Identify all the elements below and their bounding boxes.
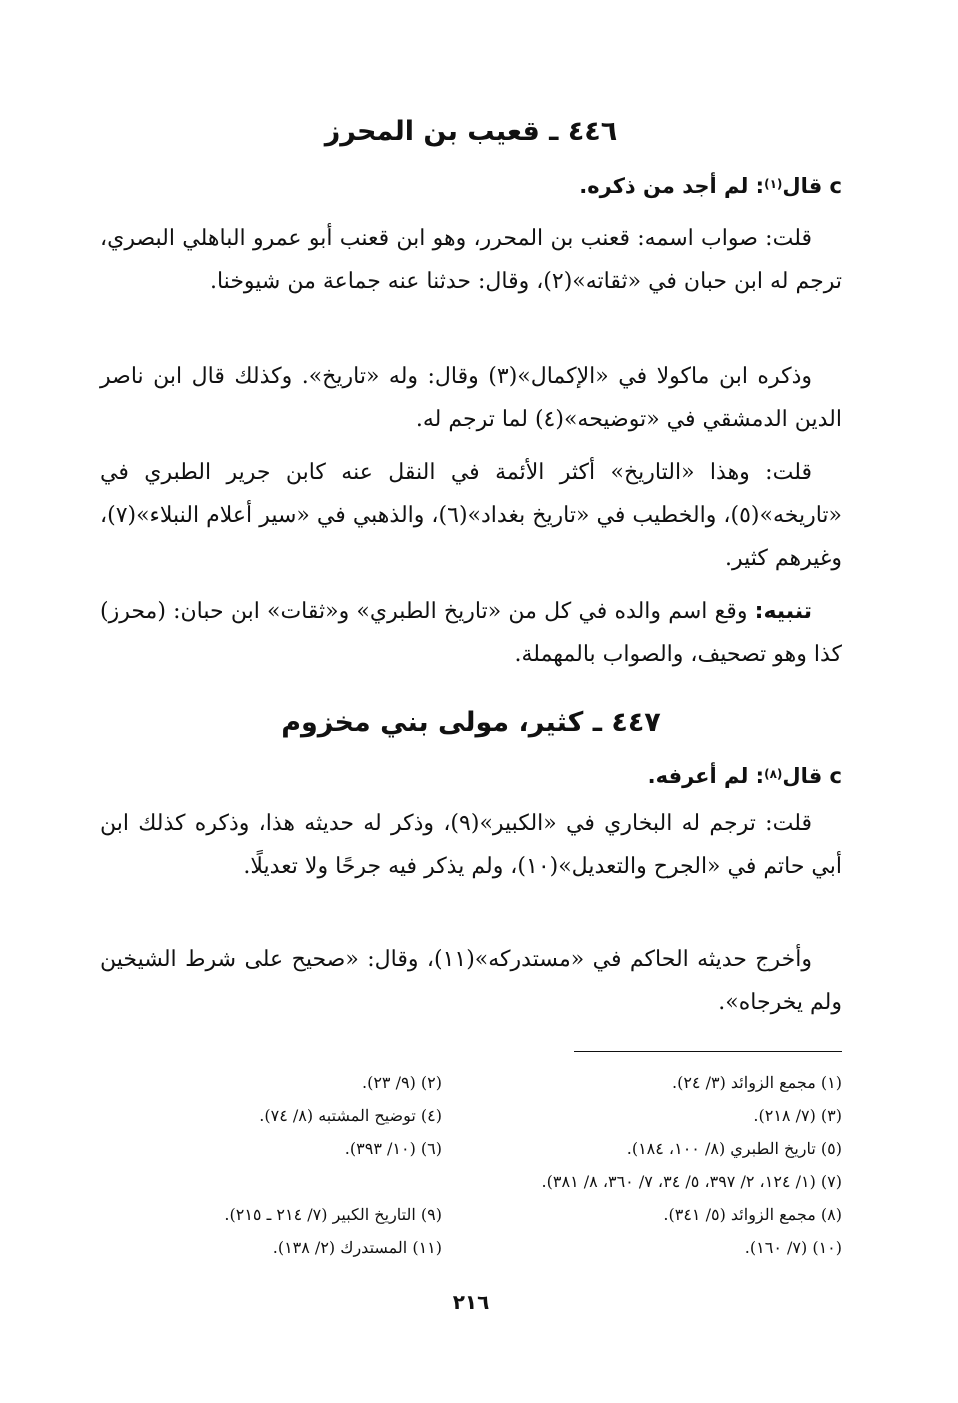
qala-line	[100, 760, 842, 792]
qala-prefix: c قال	[782, 764, 842, 788]
footnote-separator	[574, 1051, 842, 1052]
footnote-5: (٥) تاريخ الطبري (٨/ ١٠٠، ١٨٤).	[626, 1139, 842, 1158]
page-number: ٢١٦	[452, 1290, 490, 1314]
footnote-4: (٤) توضيح المشتبه (٨/ ٧٤).	[259, 1106, 442, 1125]
paragraph: قلت: صواب اسمه: قعنب بن المحرر، وهو ابن قعنب أبو عمرو الباهلي البصري، ترجم له ابن حبان في «ثقاته»(٢)، وقال: حدثنا عنه جماعة من شيوخنا.	[100, 226, 842, 294]
note-label: تنبيه:	[754, 599, 812, 624]
footnote-8: (٨) مجمع الزوائد (٥/ ٣٤١).	[663, 1205, 842, 1224]
footnotes	[100, 1066, 842, 1264]
paragraph: قلت: ترجم له البخاري في «الكبير»(٩)، وذكر له حديثه هذا، وذكره كذلك ابن أبي حاتم في «الجرح والتعديل»(١٠)، ولم يذكر فيه جرحًا ولا تعديلًا.	[100, 811, 842, 879]
book-page	[100, 0, 842, 1403]
footnote-7: (٧) (١/ ١٢٤، ٢/ ٣٩٧، ٥/ ٣٤، ٧/ ٣٦٠، ٨/ ٣٨١).	[541, 1172, 842, 1191]
footnote-ref: (١)	[764, 177, 783, 191]
footnote-9: (٩) التاريخ الكبير (٧/ ٢١٤ ـ ٢١٥).	[224, 1205, 442, 1224]
footnote-10: (١٠) (٧/ ١٦٠).	[744, 1238, 842, 1257]
paragraph: وذكره ابن ماكولا في «الإكمال»(٣) وقال: وله «تاريخ». وكذلك قال ابن ناصر الدين الدمشقي في «توضيحه»(٤) لما ترجم له.	[100, 364, 842, 432]
qala-prefix: c قال	[782, 174, 842, 198]
note-text: وقع اسم والده في كل من «تاريخ الطبري» و«ثقات» ابن حبان: (محرز) كذا وهو تصحيف، والصواب بالمهملة.	[100, 599, 842, 667]
qala-text: : لم أعرفه.	[647, 764, 765, 788]
footnote-11: (١١) المستدرك (٢/ ١٣٨).	[272, 1238, 442, 1257]
qala-line	[100, 170, 842, 202]
entry-title: ٤٤٦ ـ قعيب بن المحرز	[324, 116, 618, 147]
paragraph: وأخرج حديثه الحاكم في «مستدركه»(١١)، وقال: «صحيح على شرط الشيخين ولم يخرجاه».	[100, 947, 842, 1015]
qala-text: : لم أجد من ذكره.	[579, 174, 765, 198]
footnote-ref: (٨)	[764, 767, 783, 781]
footnote-2: (٢) (٩/ ٢٣).	[361, 1073, 442, 1092]
paragraph: قلت: وهذا «التاريخ» أكثر الأئمة في النقل عنه كابن جرير الطبري في «تاريخه»(٥)، والخطيب في «تاريخ بغداد»(٦)، والذهبي في «سير أعلام النبلاء»(٧)، وغيرهم كثير.	[100, 460, 842, 571]
footnote-3: (٣) (٧/ ٢١٨).	[753, 1106, 842, 1125]
footnote-6: (٦) (١٠/ ٣٩٣).	[344, 1139, 442, 1158]
footnote-1: (١) مجمع الزوائد (٣/ ٢٤).	[671, 1073, 842, 1092]
entry-title: ٤٤٧ ـ كثير، مولى بني مخزوم	[281, 707, 661, 738]
note-paragraph	[100, 590, 842, 676]
